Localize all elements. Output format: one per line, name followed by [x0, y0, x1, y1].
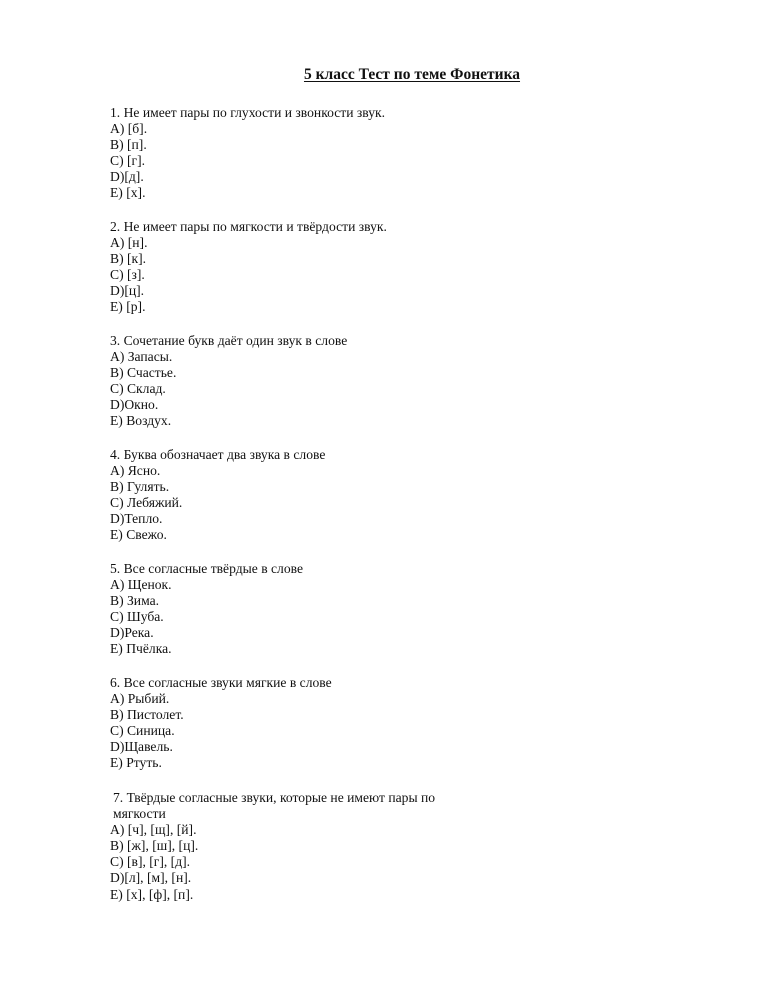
question-4-option-e: Е) Свежо.: [110, 527, 167, 543]
question-6-option-d: D)Щавель.: [110, 739, 173, 755]
question-6-text: 6. Все согласные звуки мягкие в слове: [110, 675, 332, 690]
question-3-option-a: А) Запасы.: [110, 349, 173, 365]
question-7: [110, 790, 533, 903]
question-6-option-c: С) Синица.: [110, 723, 175, 739]
question-6-option-a: А) Рыбий.: [110, 691, 170, 707]
question-3: [110, 333, 530, 430]
question-4-option-c: С) Лебяжий.: [110, 495, 183, 511]
question-1-option-d: D)[д].: [110, 169, 144, 185]
question-4-text: 4. Буква обозначает два звука в слове: [110, 447, 326, 462]
question-5-option-e: Е) Пчёлка.: [110, 641, 172, 657]
question-7-option-c: С) [в], [г], [д].: [110, 854, 191, 870]
question-5-option-a: А) Щенок.: [110, 577, 172, 593]
page-title: 5 класс Тест по теме Фонетика: [303, 66, 521, 83]
question-1: [110, 105, 530, 202]
question-7-option-e: Е) [х], [ф], [п].: [110, 886, 194, 902]
question-2-option-d: D)[ц].: [110, 283, 145, 299]
question-4: [110, 447, 530, 544]
question-7-option-d: D)[л], [м], [н].: [110, 870, 192, 886]
question-4-option-a: А) Ясно.: [110, 463, 161, 479]
question-1-text: 1. Не имеет пары по глухости и звонкости звук.: [110, 105, 386, 120]
question-6-option-b: В) Пистолет.: [110, 707, 184, 723]
question-2-option-a: А) [н].: [110, 235, 148, 251]
question-1-option-b: В) [п].: [110, 137, 147, 153]
question-3-option-c: С) Склад.: [110, 381, 166, 397]
question-5-option-c: С) Шуба.: [110, 609, 164, 625]
question-2-option-b: В) [к].: [110, 251, 147, 267]
question-7-text-line-2: мягкости: [113, 806, 166, 822]
question-4-option-b: В) Гулять.: [110, 479, 170, 495]
question-3-text: 3. Сочетание букв даёт один звук в слове: [110, 333, 348, 348]
question-2-text: 2. Не имеет пары по мягкости и твёрдости звук.: [110, 219, 387, 234]
question-2-option-c: С) [з].: [110, 267, 145, 283]
question-3-option-d: D)Окно.: [110, 397, 159, 413]
question-7-option-a: А) [ч], [щ], [й].: [110, 822, 197, 838]
question-5: [110, 561, 530, 658]
question-1-option-a: А) [б].: [110, 121, 148, 137]
question-1-option-c: С) [г].: [110, 153, 146, 169]
question-2: [110, 219, 530, 316]
question-4-option-d: D)Тепло.: [110, 511, 163, 527]
question-3-option-b: В) Счастье.: [110, 365, 177, 381]
question-3-option-e: Е) Воздух.: [110, 413, 172, 429]
question-2-option-e: Е) [р].: [110, 299, 146, 315]
question-6: [110, 675, 530, 772]
question-5-text: 5. Все согласные твёрдые в слове: [110, 561, 303, 576]
question-1-option-e: Е) [х].: [110, 185, 146, 201]
question-5-option-d: D)Река.: [110, 625, 154, 641]
question-5-option-b: В) Зима.: [110, 593, 160, 609]
question-7-text-line-1: 7. Твёрдые согласные звуки, которые не имеют пары по: [113, 790, 436, 805]
question-7-option-b: В) [ж], [ш], [ц].: [110, 838, 199, 854]
question-6-option-e: Е) Ртуть.: [110, 755, 162, 771]
